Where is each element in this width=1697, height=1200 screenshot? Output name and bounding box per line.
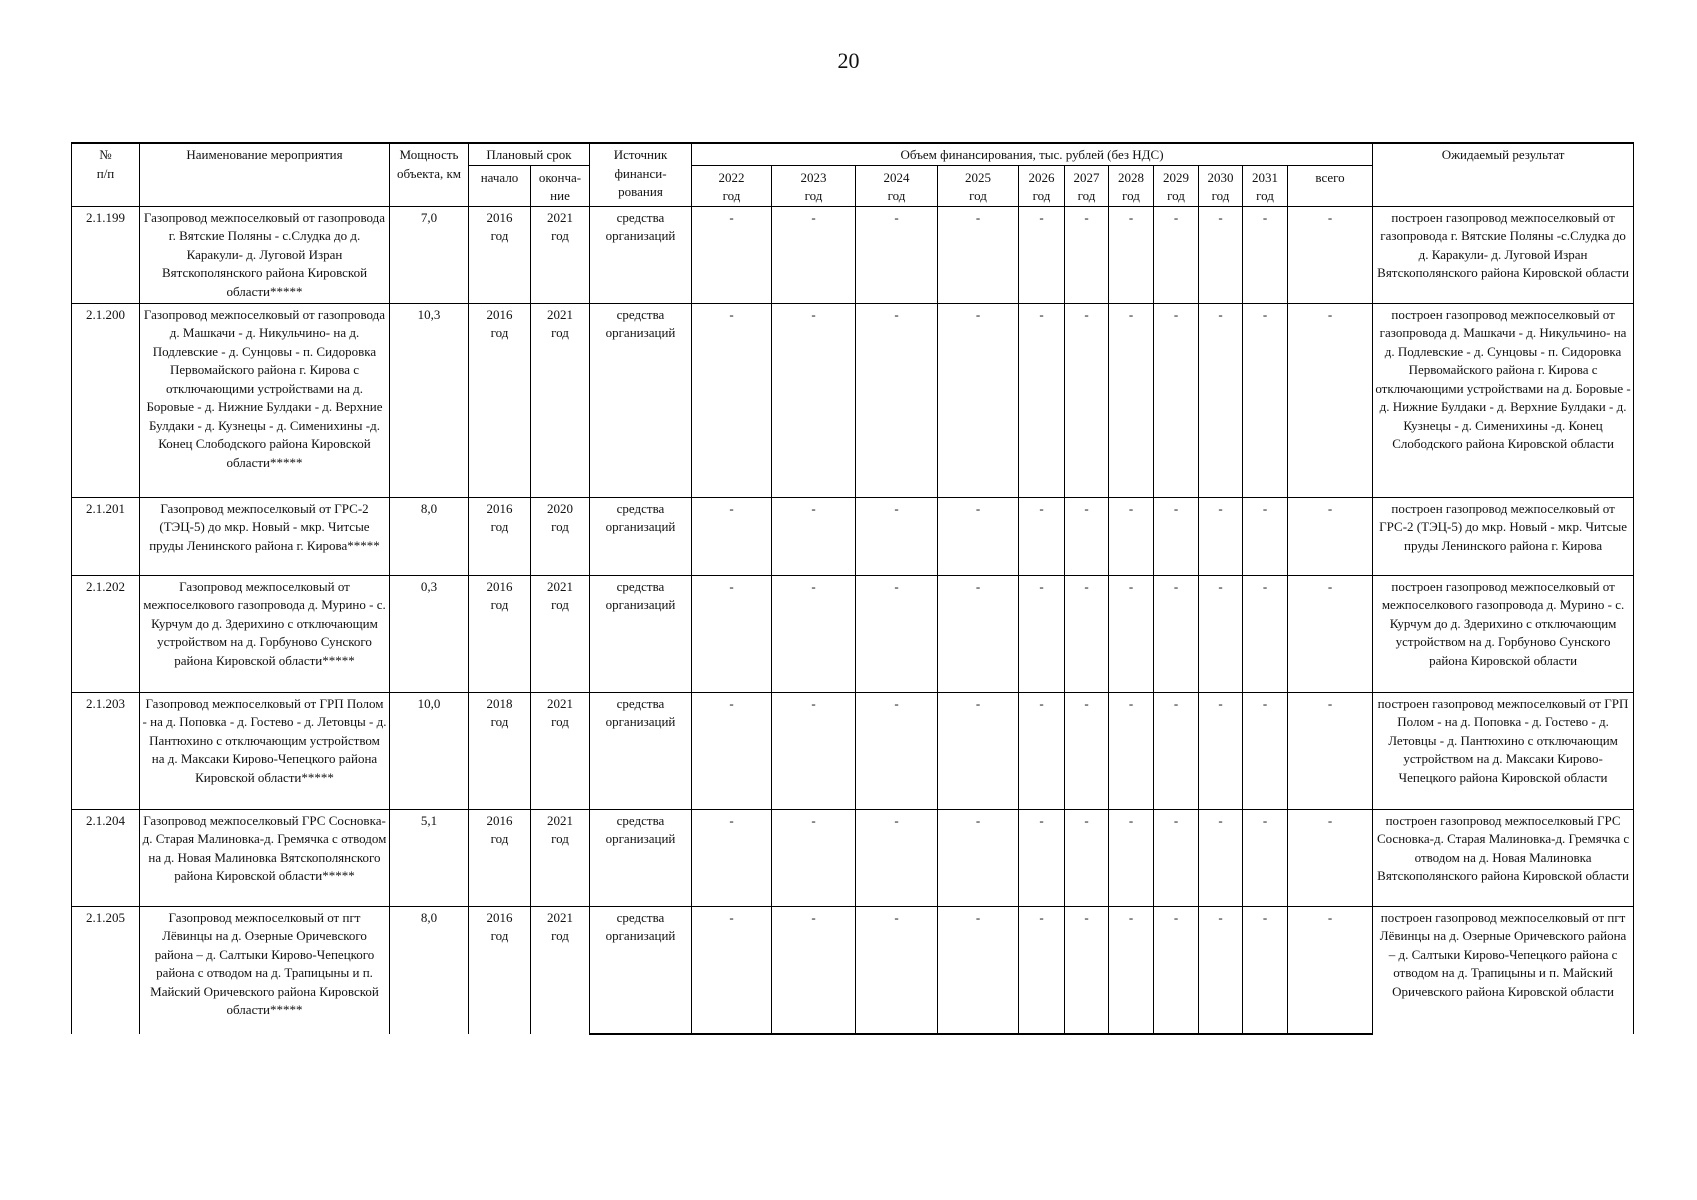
header-result: Ожидаемый результат [1373, 143, 1634, 206]
table-row [72, 497, 1634, 575]
row-amount: - [1109, 692, 1154, 809]
row-amount: - [772, 206, 856, 303]
row-amount: - [1243, 692, 1288, 809]
row-capacity: 7,0 [390, 206, 469, 303]
row-amount: - [1243, 575, 1288, 692]
table-row [72, 809, 1634, 906]
row-start: 2016 год [469, 206, 531, 303]
row-amount: - [938, 303, 1019, 497]
row-amount: - [772, 692, 856, 809]
row-amount: - [1243, 303, 1288, 497]
row-number: 2.1.200 [72, 303, 140, 497]
row-capacity: 10,3 [390, 303, 469, 497]
header-source: Источник финанси- рования [590, 143, 692, 206]
row-number: 2.1.202 [72, 575, 140, 692]
row-start: 2016 год [469, 906, 531, 1034]
header-year: 2023 год [772, 165, 856, 206]
row-amount: - [1109, 497, 1154, 575]
row-amount: - [856, 809, 938, 906]
header-year: 2026 год [1019, 165, 1065, 206]
row-source: средства организаций [590, 809, 692, 906]
header-name: Наименование мероприятия [140, 143, 390, 206]
row-amount: - [1154, 575, 1199, 692]
row-amount: - [1065, 809, 1109, 906]
row-amount: - [692, 206, 772, 303]
row-amount: - [856, 575, 938, 692]
row-start: 2018 год [469, 692, 531, 809]
row-amount: - [1154, 497, 1199, 575]
row-amount: - [938, 497, 1019, 575]
row-capacity: 0,3 [390, 575, 469, 692]
row-name: Газопровод межпоселковый от газопровода г. Вятские Поляны - с.Слудка до д. Каракули- д. Луговой Изран Вятскополянского района Кировской области***** [140, 206, 390, 303]
row-amount: - [1019, 206, 1065, 303]
row-total: - [1288, 575, 1373, 692]
row-result: построен газопровод межпоселковый от газопровода г. Вятские Поляны -с.Слудка до д. Каракули- д. Луговой Изран Вятскополянского района Кировской области [1373, 206, 1634, 303]
row-amount: - [856, 906, 938, 1034]
row-amount: - [1243, 809, 1288, 906]
table-row [72, 303, 1634, 497]
row-amount: - [856, 497, 938, 575]
row-amount: - [1154, 906, 1199, 1034]
row-name: Газопровод межпоселковый от газопровода д. Машкачи - д. Никульчино- на д. Подлевские - д. Сунцовы - п. Сидоровка Первомайского района г. Кирова с отключающими устройствами на д. Боровые - д. Нижние Булдаки - д. Верхние Булдаки - д. Кузнецы - д. Сименихины -д. Конец Слободского района Кировской области***** [140, 303, 390, 497]
row-amount: - [938, 575, 1019, 692]
table-row [72, 575, 1634, 692]
row-amount: - [1019, 906, 1065, 1034]
row-amount: - [1154, 809, 1199, 906]
header-total: всего [1288, 165, 1373, 206]
row-number: 2.1.201 [72, 497, 140, 575]
row-amount: - [1019, 575, 1065, 692]
row-total: - [1288, 692, 1373, 809]
row-end: 2021 год [531, 206, 590, 303]
row-capacity: 10,0 [390, 692, 469, 809]
row-amount: - [938, 809, 1019, 906]
row-amount: - [1199, 809, 1243, 906]
header-year: 2022 год [692, 165, 772, 206]
row-amount: - [1065, 206, 1109, 303]
row-number: 2.1.203 [72, 692, 140, 809]
row-amount: - [856, 303, 938, 497]
row-amount: - [692, 575, 772, 692]
row-amount: - [692, 809, 772, 906]
row-source: средства организаций [590, 575, 692, 692]
row-name: Газопровод межпоселковый от ГРС-2 (ТЭЦ-5) до мкр. Новый - мкр. Читсые пруды Ленинского района г. Кирова***** [140, 497, 390, 575]
header-funding: Объем финансирования, тыс. рублей (без НДС) [692, 143, 1373, 165]
row-amount: - [1109, 809, 1154, 906]
row-amount: - [772, 906, 856, 1034]
header-year: 2030 год [1199, 165, 1243, 206]
row-amount: - [1109, 303, 1154, 497]
row-result: построен газопровод межпоселковый ГРС Сосновка-д. Старая Малиновка-д. Гремячка с отводом на д. Новая Малиновка Вятскополянского района Кировской области [1373, 809, 1634, 906]
row-amount: - [938, 206, 1019, 303]
header-year: 2029 год [1154, 165, 1199, 206]
row-source: средства организаций [590, 206, 692, 303]
row-amount: - [1199, 906, 1243, 1034]
header-period: Плановый срок [469, 143, 590, 165]
row-name: Газопровод межпоселковый от пгт Лёвинцы на д. Озерные Оричевского района – д. Салтыки Кирово-Чепецкого района с отводом на д. Трапицыны и п. Майский Оричевского района Кировской области***** [140, 906, 390, 1034]
row-amount: - [1019, 303, 1065, 497]
row-number: 2.1.204 [72, 809, 140, 906]
row-amount: - [1243, 906, 1288, 1034]
row-start: 2016 год [469, 497, 531, 575]
row-amount: - [772, 303, 856, 497]
row-start: 2016 год [469, 303, 531, 497]
row-amount: - [1065, 575, 1109, 692]
row-end: 2021 год [531, 809, 590, 906]
row-amount: - [772, 809, 856, 906]
row-capacity: 5,1 [390, 809, 469, 906]
row-amount: - [772, 497, 856, 575]
row-total: - [1288, 809, 1373, 906]
table-row [72, 206, 1634, 303]
row-result: построен газопровод межпоселковый от ГРП Полом - на д. Поповка - д. Гостево - д. Летовцы - д. Пантюхино с отключающим устройством на д. Максаки Кирово-Чепецкого района Кировской области [1373, 692, 1634, 809]
row-amount: - [1199, 303, 1243, 497]
header-end: оконча- ние [531, 165, 590, 206]
row-amount: - [1109, 575, 1154, 692]
row-number: 2.1.199 [72, 206, 140, 303]
row-result: построен газопровод межпоселковый от пгт Лёвинцы на д. Озерные Оричевского района – д. Салтыки Кирово-Чепецкого района с отводом на д. Трапицыны и п. Майский Оричевского района Кировской области [1373, 906, 1634, 1034]
page-number: 20 [837, 48, 860, 73]
row-amount: - [1019, 809, 1065, 906]
row-amount: - [692, 692, 772, 809]
row-amount: - [1243, 497, 1288, 575]
row-amount: - [692, 303, 772, 497]
row-total: - [1288, 906, 1373, 1034]
row-total: - [1288, 497, 1373, 575]
row-amount: - [1154, 692, 1199, 809]
row-amount: - [1199, 497, 1243, 575]
row-amount: - [692, 906, 772, 1034]
row-end: 2021 год [531, 906, 590, 1034]
row-source: средства организаций [590, 906, 692, 1034]
header-year: 2024 год [856, 165, 938, 206]
row-result: построен газопровод межпоселковый от ГРС-2 (ТЭЦ-5) до мкр. Новый - мкр. Читсые пруды Ленинского района г. Кирова [1373, 497, 1634, 575]
header-no: № п/п [72, 143, 140, 206]
row-capacity: 8,0 [390, 906, 469, 1034]
row-source: средства организаций [590, 692, 692, 809]
row-source: средства организаций [590, 303, 692, 497]
row-amount: - [1199, 206, 1243, 303]
row-name: Газопровод межпоселковый от ГРП Полом - на д. Поповка - д. Гостево - д. Летовцы - д. Пантюхино с отключающим устройством на д. Максаки Кирово-Чепецкого района Кировской области***** [140, 692, 390, 809]
row-amount: - [1065, 303, 1109, 497]
table-body [72, 206, 1634, 1034]
row-amount: - [1109, 206, 1154, 303]
header-capacity: Мощность объекта, км [390, 143, 469, 206]
header-year: 2025 год [938, 165, 1019, 206]
row-end: 2020 год [531, 497, 590, 575]
header-start: начало [469, 165, 531, 206]
row-amount: - [856, 206, 938, 303]
row-amount: - [1243, 206, 1288, 303]
row-amount: - [1065, 497, 1109, 575]
row-amount: - [1199, 692, 1243, 809]
row-amount: - [1199, 575, 1243, 692]
row-end: 2021 год [531, 575, 590, 692]
row-total: - [1288, 206, 1373, 303]
row-amount: - [1065, 692, 1109, 809]
row-source: средства организаций [590, 497, 692, 575]
header-year: 2028 год [1109, 165, 1154, 206]
row-end: 2021 год [531, 692, 590, 809]
row-number: 2.1.205 [72, 906, 140, 1034]
row-amount: - [1109, 906, 1154, 1034]
row-result: построен газопровод межпоселковый от газопровода д. Машкачи - д. Никульчино- на д. Подлевские - д. Сунцовы - п. Сидоровка Первомайского района г. Кирова с отключающими устройствами на д. Боровые - д. Нижние Булдаки - д. Верхние Булдаки - д. Кузнецы - д. Сименихины -д. Конец Слободского района Кировской области [1373, 303, 1634, 497]
row-name: Газопровод межпоселковый от межпоселкового газопровода д. Мурино - с. Курчум до д. Здерихино с отключающим устройством на д. Горбуново Сунского района Кировской области***** [140, 575, 390, 692]
row-result: построен газопровод межпоселковый от межпоселкового газопровода д. Мурино - с. Курчум до д. Здерихино с отключающим устройством на д. Горбуново Сунского района Кировской области [1373, 575, 1634, 692]
row-amount: - [692, 497, 772, 575]
row-amount: - [1154, 303, 1199, 497]
row-end: 2021 год [531, 303, 590, 497]
row-amount: - [856, 692, 938, 809]
row-amount: - [1154, 206, 1199, 303]
header-year: 2027 год [1065, 165, 1109, 206]
row-start: 2016 год [469, 809, 531, 906]
table-row [72, 906, 1634, 1034]
funding-plan-table [71, 142, 1634, 1035]
row-amount: - [1019, 692, 1065, 809]
row-name: Газопровод межпоселковый ГРС Сосновка-д. Старая Малиновка-д. Гремячка с отводом на д. Новая Малиновка Вятскополянского района Кировской области***** [140, 809, 390, 906]
row-amount: - [1019, 497, 1065, 575]
row-amount: - [1065, 906, 1109, 1034]
row-amount: - [772, 575, 856, 692]
row-amount: - [938, 692, 1019, 809]
row-start: 2016 год [469, 575, 531, 692]
row-total: - [1288, 303, 1373, 497]
table-row [72, 692, 1634, 809]
row-amount: - [938, 906, 1019, 1034]
header-year: 2031 год [1243, 165, 1288, 206]
row-capacity: 8,0 [390, 497, 469, 575]
